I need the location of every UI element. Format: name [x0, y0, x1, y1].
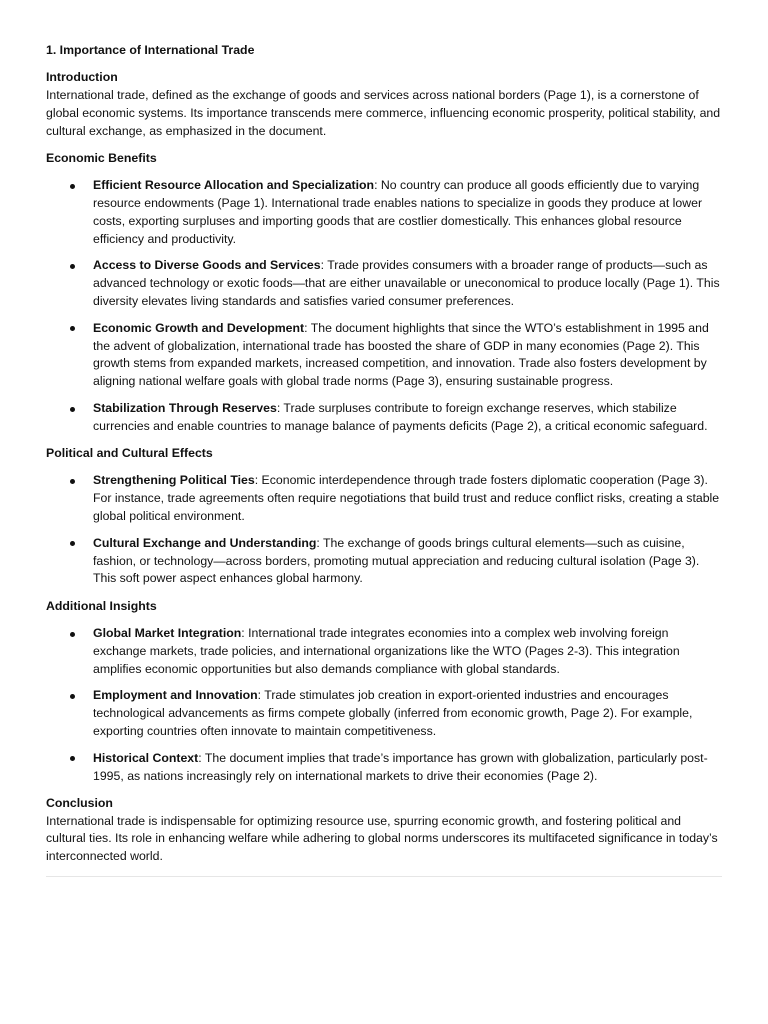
list-item-text: : Economic interdependence through trade fosters diplomatic cooperation (Page 3). For instance, trade agreements often require negotiations that build trust and reduce conflict risks, creating a stable global political environment. [93, 473, 720, 524]
list-item-term: Efficient Resource Allocation and Specialization [93, 178, 375, 193]
introduction-section [46, 69, 722, 140]
document-title: 1. Importance of International Trade [46, 43, 255, 57]
bullet-icon [70, 184, 75, 189]
list-item [46, 257, 722, 310]
conclusion-heading: Conclusion [46, 795, 113, 810]
list-item-text: : Trade surpluses contribute to foreign exchange reserves, which stabilize currencies and enable countries to manage balance of payments deficits (Page 2), a critical economic safeguard. [93, 401, 708, 433]
conclusion-paragraph: International trade is indispensable for optimizing resource use, spurring economic growth, and fostering political and cultural ties. Its role in enhancing welfare while adhering to global norms underscores its multifaceted significance in today’s interconnected world. [46, 813, 718, 864]
list-item [46, 400, 722, 436]
divider [46, 876, 722, 877]
list-item-term: Access to Diverse Goods and Services [93, 258, 321, 273]
bullet-icon [70, 694, 75, 699]
bullet-icon [70, 326, 75, 331]
introduction-heading: Introduction [46, 70, 118, 85]
bullet-icon [70, 479, 75, 484]
bullet-icon [70, 264, 75, 269]
list-item-text: : The document implies that trade’s importance has grown with globalization, particularly post-1995, as nations increasingly rely on international markets to drive their economies (Page 2). [93, 750, 708, 783]
bullet-icon [70, 407, 75, 412]
list-item-term: Strengthening Political Ties [93, 473, 255, 488]
list-item-text: : International trade integrates economies into a complex web involving foreign exchange markets, trade policies, and international organizations like the WTO (Pages 2-3). This integration amplifies economic opportunities but also demands compliance with global standards. [93, 626, 680, 676]
list-item-term: Employment and Innovation [93, 688, 258, 703]
list-item [46, 535, 722, 588]
additional-insights-list [46, 625, 722, 785]
list-item-term: Historical Context [93, 750, 199, 765]
list-item-text: : Trade provides consumers with a broader range of products—such as advanced technology or exotic foods—that are either unavailable or uneconomical to produce locally (Page 1). This diversity elevates living standards and satisfies varied consumer preferences. [93, 258, 720, 309]
list-item-term: Global Market Integration [93, 626, 242, 641]
bullet-icon [70, 541, 75, 546]
political-cultural-list [46, 472, 722, 588]
conclusion-section [46, 795, 722, 866]
bullet-icon [70, 756, 75, 761]
list-item [46, 177, 722, 248]
introduction-paragraph: International trade, defined as the exchange of goods and services across national borders (Page 1), is a cornerstone of global economic systems. Its importance transcends mere commerce, influencing economic prosperity, political stability, and cultural exchange, as emphasized in the document. [46, 88, 721, 138]
list-item-text: : No country can produce all goods efficiently due to varying resource endowments (Page 1). International trade enables nations to specialize in goods they produce at lower costs, exporting surpluses and importing goods that are costlier domestically. This enhances global resource efficiency and productivity. [93, 178, 703, 246]
list-item-term: Stabilization Through Reserves [93, 401, 277, 416]
list-item [46, 625, 722, 678]
document-page [46, 42, 722, 877]
list-item [46, 472, 722, 525]
list-item-text: : The document highlights that since the WTO’s establishment in 1995 and the advent of globalization, international trade has boosted the share of GDP in many economies (Page 2). This growth stems from expanded markets, increased competition, and innovation. Trade also fosters development by aligning national welfare goals with global trade norms (Page 3), ensuring sustainable progress. [93, 320, 709, 389]
list-item-text: : The exchange of goods brings cultural elements—such as cuisine, fashion, or technology—across borders, promoting mutual appreciation and reducing cultural isolation (Page 3). This soft power aspect enhances global harmony. [93, 535, 700, 586]
economic-benefits-heading: Economic Benefits [46, 150, 157, 165]
list-item [46, 320, 722, 391]
list-item [46, 687, 722, 740]
political-cultural-heading: Political and Cultural Effects [46, 446, 213, 461]
list-item-text: : Trade stimulates job creation in export-oriented industries and encourages technological advancements as firms compete globally (inferred from economic growth, Page 2). For example, exporting countries often innovate to maintain competitiveness. [93, 688, 693, 738]
bullet-icon [70, 632, 75, 637]
economic-benefits-list [46, 177, 722, 435]
list-item-term: Economic Growth and Development [93, 320, 305, 335]
list-item [46, 750, 722, 786]
list-item-term: Cultural Exchange and Understanding [93, 535, 317, 550]
additional-insights-heading: Additional Insights [46, 598, 157, 613]
